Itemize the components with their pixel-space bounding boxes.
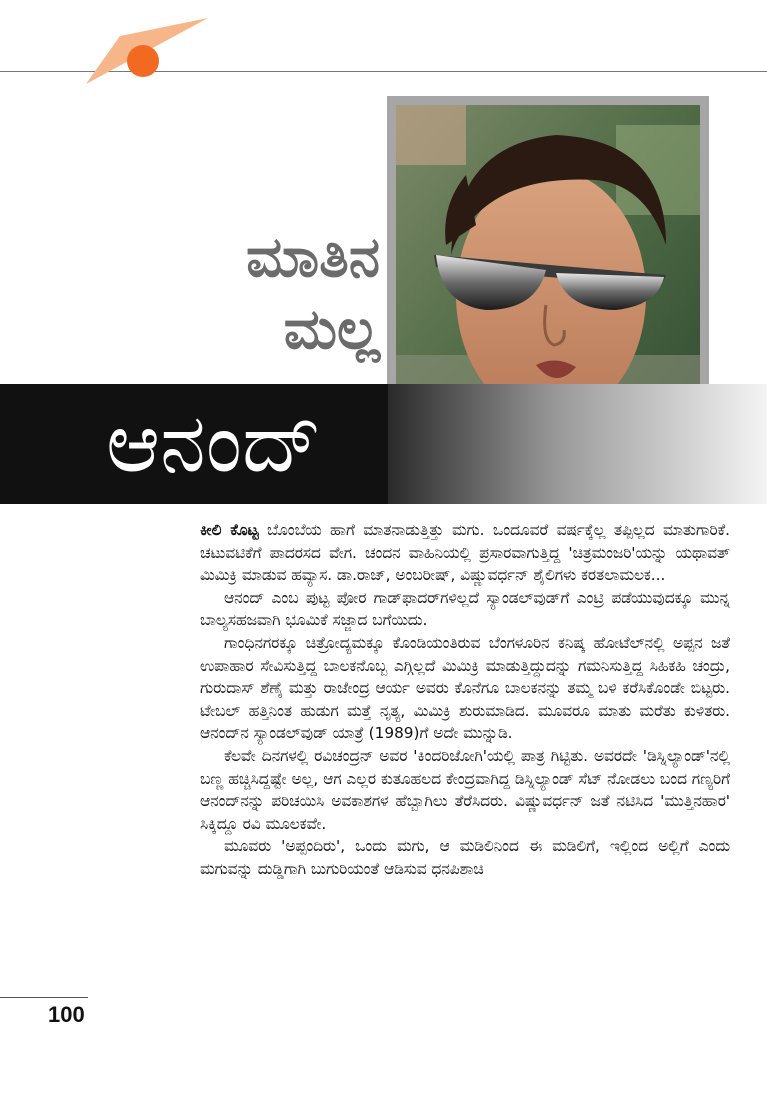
- page-number-rule: [0, 997, 88, 998]
- article-paragraph-4: ಕೆಲವೇ ದಿನಗಳಲ್ಲಿ ರವಿಚಂದ್ರನ್ ಅವರ 'ಕಿಂದರಿಜೋಗಿ'ಯಲ್ಲಿ ಪಾತ್ರ ಗಿಟ್ಟಿತು. ಅವರದೇ 'ಡಿಸ್ನಿಲ್ಯಾಂಡ್'ನಲ್ಲಿ ಬಣ್ಣ ಹಚ್ಚಿಸಿದ್ದಷ್ಟೇ ಅಲ್ಲ, ಆಗ ಎಲ್ಲರ ಕುತೂಹಲದ ಕೇಂದ್ರವಾಗಿದ್ದ ಡಿಸ್ನಿಲ್ಯಾಂಡ್ ಸೆಟ್ ನೋಡಲು ಬಂದ ಗಣ್ಯರಿಗೆ ಆನಂದ್‌ನನ್ನು ಪರಿಚಯಿಸಿ ಅವಕಾಶಗಳ ಹೆಬ್ಬಾಗಿಲು ತೆರೆಸಿದರು. ವಿಷ್ಣುವರ್ಧನ್ ಜತೆ ನಟಿಸಿದ 'ಮುತ್ತಿನಹಾರ' ಸಿಕ್ಕಿದ್ದೂ ರವಿ ಮೂಲಕವೇ.: [200, 746, 730, 833]
- article-body: [200, 519, 730, 881]
- headline-line-2: ಮಲ್ಲ: [283, 297, 380, 362]
- article-paragraph-1: [200, 519, 730, 587]
- article-paragraph-5: ಮೂವರು 'ಅಪ್ಪಂದಿರು', ಒಂದು ಮಗು, ಆ ಮಡಿಲಿನಿಂದ ಈ ಮಡಿಲಿಗೆ, ಇಲ್ಲಿಂದ ಅಲ್ಲಿಗೆ ಎಂದು ಮಗುವನ್ನು ದುಡ್ಡಿಗಾಗಿ ಬುಗುರಿಯಂತೆ ಆಡಿಸುವ ಧನಪಿಶಾಚಿ: [200, 837, 730, 878]
- orange-wedge-logo-icon: [86, 18, 208, 84]
- person-name: ಆನಂದ್: [106, 396, 322, 491]
- article-paragraph-3: ಗಾಂಧಿನಗರಕ್ಕೂ ಚಿತ್ರೋದ್ಯಮಕ್ಕೂ ಕೊಂಡಿಯಂತಿರುವ ಬೆಂಗಳೂರಿನ ಕನಿಷ್ಕ ಹೋಟೆಲ್‌ನಲ್ಲಿ ಅಪ್ಪನ ಜತೆ ಉಪಾಹಾರ ಸೇವಿಸುತ್ತಿದ್ದ ಬಾಲಕನೊಬ್ಬ ಎಗ್ಗಿಲ್ಲದೆ ಮಿಮಿಕ್ರಿ ಮಾಡುತ್ತಿದ್ದುದನ್ನು ಗಮನಿಸುತ್ತಿದ್ದ ಸಿಹಿಕಹಿ ಚಂದ್ರು, ಗುರುದಾಸ್ ಶೆಣೈ ಮತ್ತು ರಾಜೇಂದ್ರ ಆರ್ಯ ಅವರು ಕೊನೆಗೂ ಬಾಲಕನನ್ನು ತಮ್ಮ ಬಳಿ ಕರೆಸಿಕೊಂಡೇ ಬಿಟ್ಟರು. ಟೇಬಲ್ ಹತ್ತಿನಿಂತ ಹುಡುಗ ಮತ್ತೆ ನೃತ್ಯ, ಮಿಮಿಕ್ರಿ ಶುರುಮಾಡಿದ. ಮೂವರೂ ಮಾತು ಮರೆತು ಕುಳಿತರು. ಆನಂದ್‌ನ ಸ್ಯಾಂಡಲ್‌ವುಡ್ ಯಾತ್ರೆ (1989)ಗೆ ಅದೇ ಮುನ್ನುಡಿ.: [200, 633, 730, 743]
- article-lead: ಕೀಲಿ ಕೊಟ್ಟ: [200, 521, 259, 539]
- article-paragraph-2: ಆನಂದ್ ಎಂಬ ಪುಟ್ಟ ಪೋರ ಗಾಡ್‌ಫಾದರ್‌ಗಳಿಲ್ಲದೆ ಸ್ಯಾಂಡಲ್‌ವುಡ್‌ಗೆ ಎಂಟ್ರಿ ಪಡೆಯುವುದಕ್ಕೂ ಮುನ್ನ ಬಾಲ್ಯಸಹಜವಾಗಿ ಭೂಮಿಕೆ ಸಜ್ಜಾದ ಬಗೆಯಿದು.: [200, 588, 730, 630]
- page-number: 100: [48, 1002, 85, 1027]
- headline-line-1: ಮಾತಿನ: [246, 225, 380, 290]
- name-band-fade: [388, 384, 767, 504]
- article-paragraph-1-text: ಬೊಂಬೆಯ ಹಾಗೆ ಮಾತನಾಡುತ್ತಿತ್ತು ಮಗು. ಒಂದೂವರೆ ವರ್ಷಕ್ಕೆಲ್ಲ ತಪ್ಪಿಲ್ಲದ ಮಾತುಗಾರಿಕೆ. ಚಟುವಟಿಕೆಗೆ ಪಾದರಸದ ವೇಗ. ಚಂದನ ವಾಹಿನಿಯಲ್ಲಿ ಪ್ರಸಾರವಾಗುತ್ತಿದ್ದ 'ಚಿತ್ರಮಂಜರಿ'ಯನ್ನು ಯಥಾವತ್ ಮಿಮಿಕ್ರಿ ಮಾಡುವ ಹವ್ಯಾಸ. ಡಾ.ರಾಜ್, ಅಂಬರೀಷ್, ವಿಷ್ಣುವರ್ಧನ್ ಶೈಲಿಗಳು ಕರತಲಾಮಲಕ...: [200, 521, 730, 585]
- headline: [180, 222, 380, 366]
